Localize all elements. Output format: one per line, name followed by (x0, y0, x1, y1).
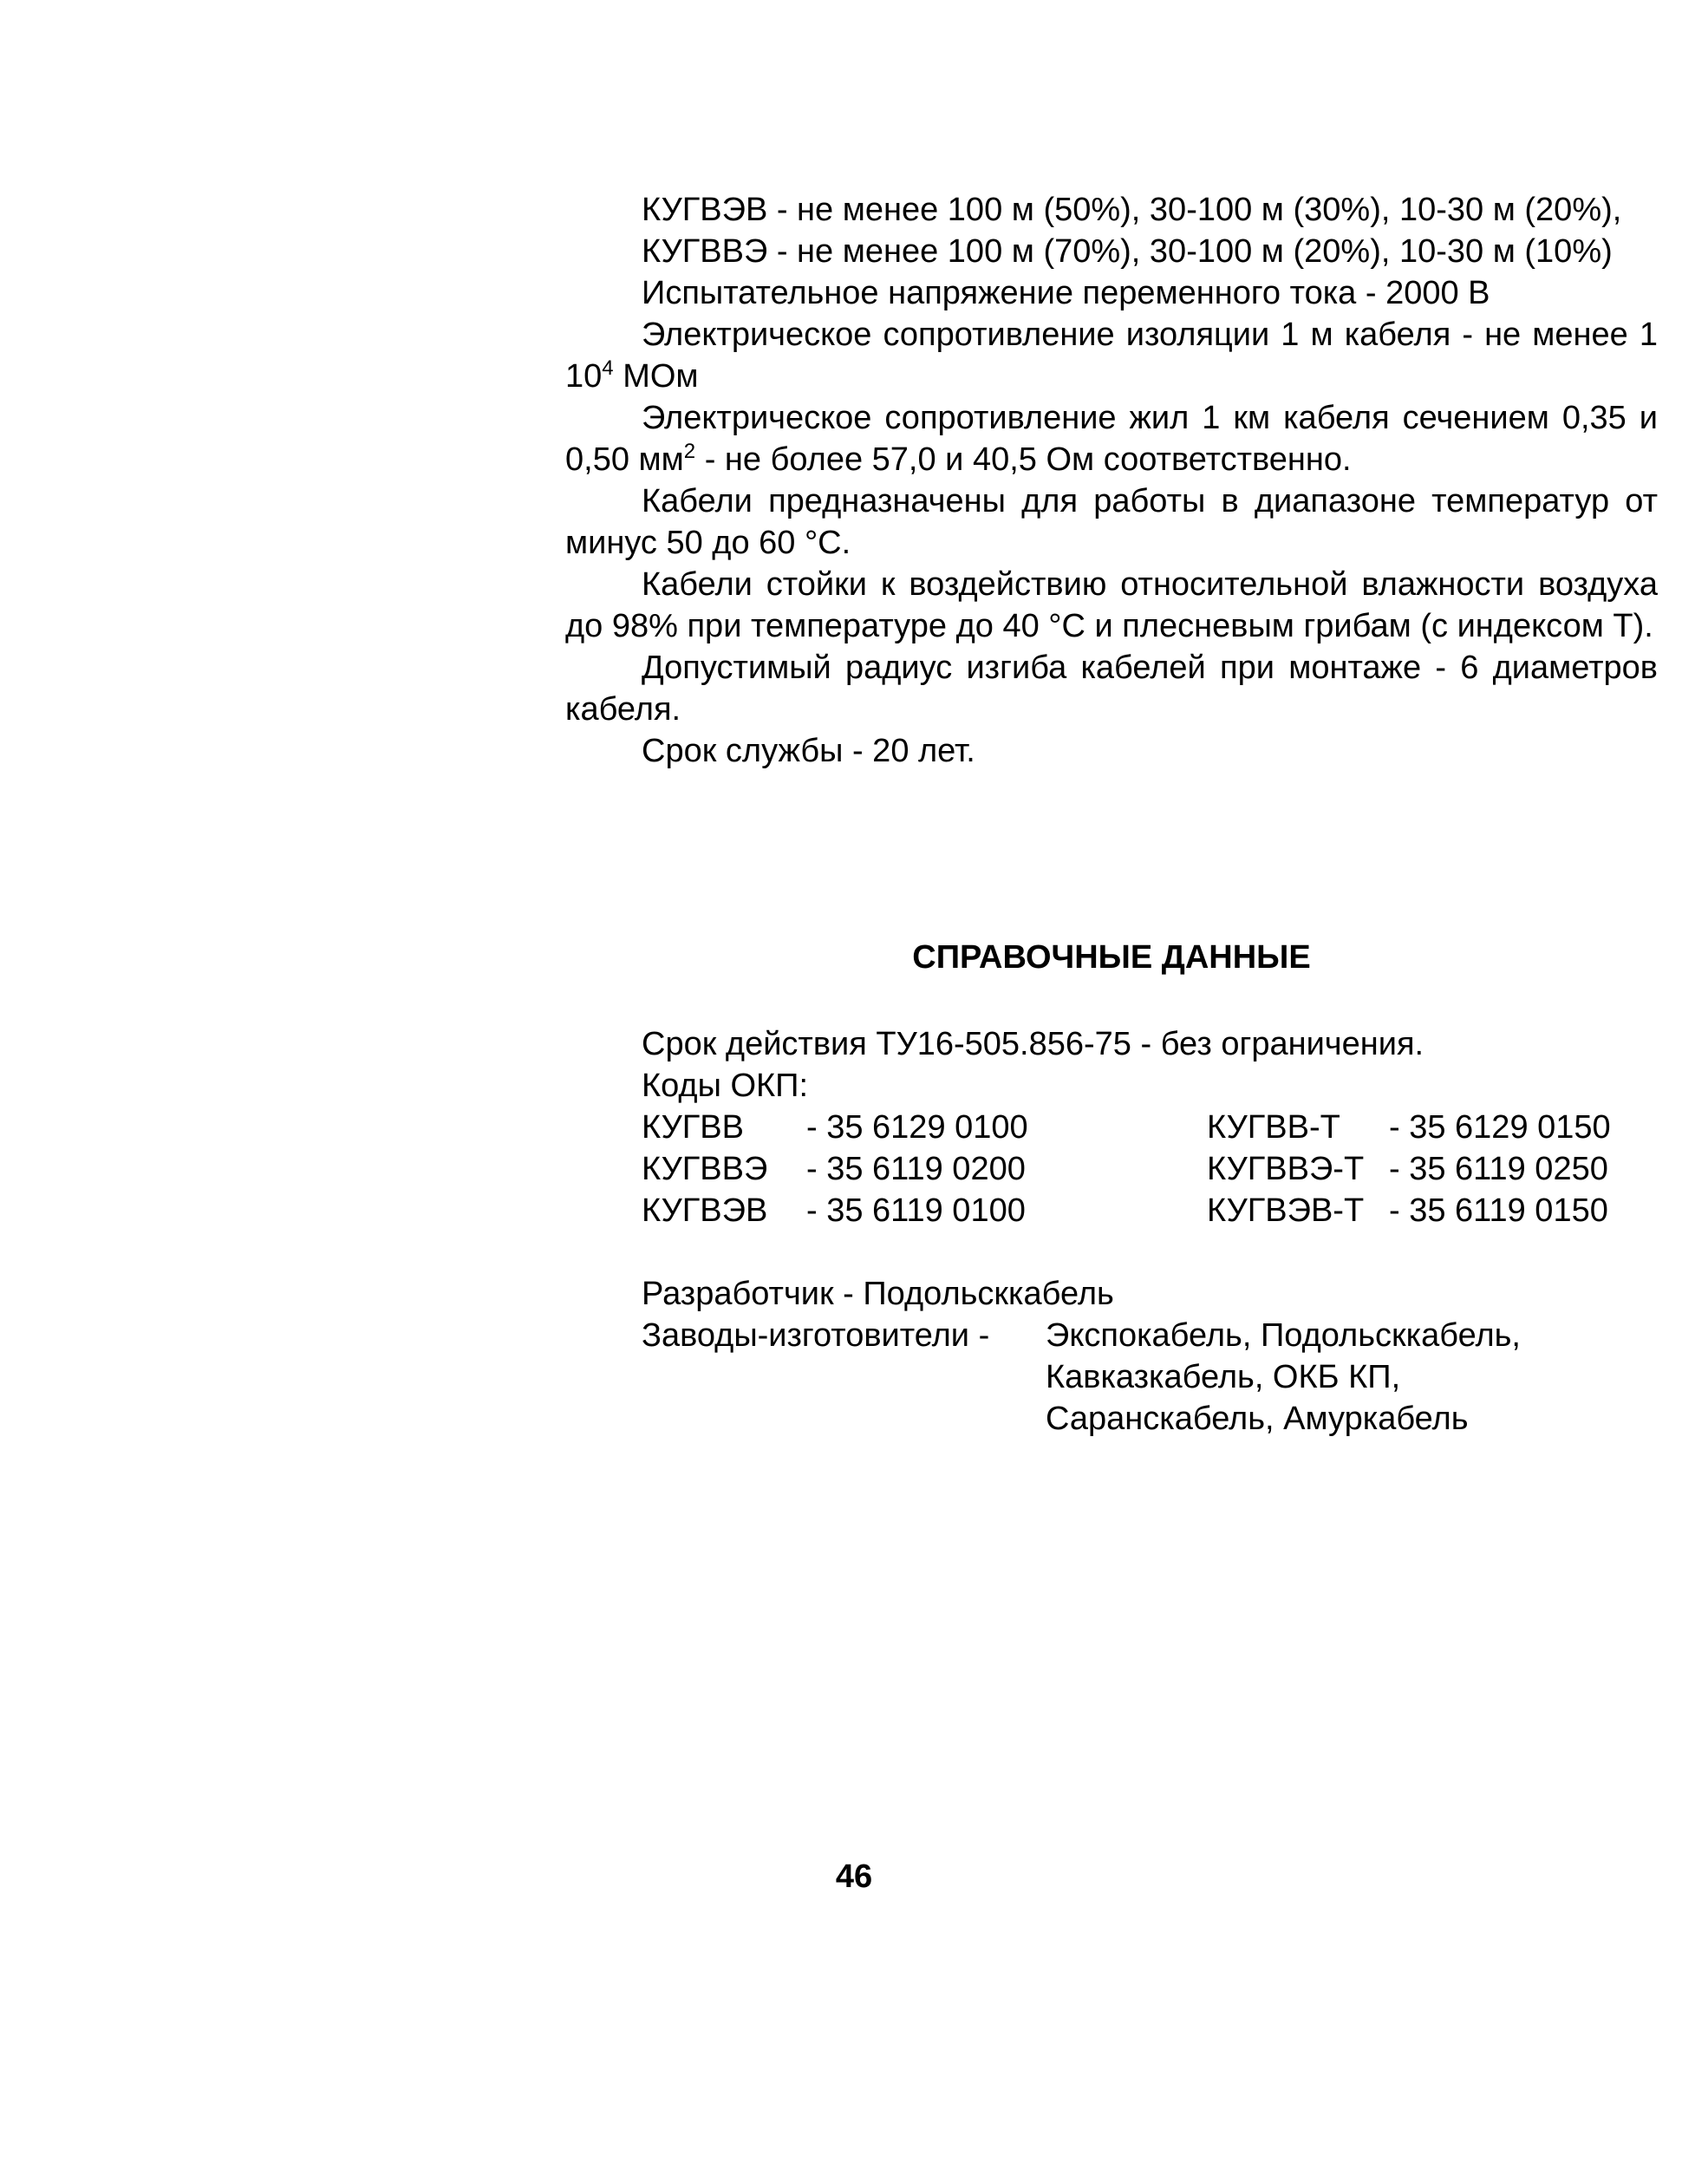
list-item: Экспокабель, Подольсккабель, (1046, 1317, 1521, 1354)
spacer (642, 1231, 1658, 1273)
cable-name: КУГВВ (642, 1109, 744, 1146)
manufacturers-label: Заводы-изготовители - (642, 1317, 990, 1354)
paragraph-length-kugvev: КУГВЭВ - не менее 100 м (50%), 30-100 м (30%), 10-30 м (20%), (642, 192, 1622, 228)
paragraph-bend-radius: Допустимый радиус изгиба кабелей при монтаже - 6 диаметров кабеля. (565, 650, 1658, 728)
list-item: Саранскабель, Амуркабель (1046, 1401, 1469, 1437)
cable-name: КУГВВЭ (642, 1151, 768, 1187)
validity-line: Срок действия ТУ16-505.856-75 - без ограничения. (642, 1026, 1424, 1062)
okp-title: Коды ОКП: (642, 1068, 809, 1104)
table-row (642, 1107, 1611, 1148)
okp-code: - 35 6129 0100 (806, 1109, 1028, 1146)
paragraph-length-kugvve: КУГВВЭ - не менее 100 м (70%), 30-100 м (20%), 10-30 м (10%) (642, 233, 1613, 270)
table-row (642, 1190, 1611, 1231)
paragraph-humidity: Кабели стойки к воздействию относительной влажности воздуха до 98% при температуре до 40 °С и плесневым грибам (с индексом Т). (565, 566, 1658, 644)
okp-code: - 35 6129 0150 (1389, 1109, 1611, 1146)
list-item: Кавказкабель, ОКБ КП, (1046, 1359, 1401, 1395)
okp-code: - 35 6119 0250 (1389, 1151, 1608, 1187)
exponent: 2 (683, 440, 696, 463)
cable-name: КУГВВЭ-Т (1207, 1151, 1365, 1187)
reference-data (642, 1023, 1658, 1440)
okp-codes-table (642, 1107, 1611, 1231)
exponent: 4 (602, 356, 614, 380)
section-heading: СПРАВОЧНЫЕ ДАННЫЕ (912, 939, 1311, 976)
paragraph-conductor-resistance: Электрическое сопротивление жил 1 км кабеля сечением 0,35 и 0,50 $мм^2$ - не более 57,0 и 40,5 Ом соответственно. (565, 400, 1658, 478)
paragraph-temperature-range: Кабели предназначены для работы в диапазоне температур от минус 50 до 60 °С. (565, 483, 1658, 561)
cable-name: КУГВЭВ (642, 1192, 768, 1229)
okp-code: - 35 6119 0100 (806, 1192, 1026, 1229)
manufacturers (642, 1315, 1658, 1440)
table-row (642, 1148, 1611, 1190)
okp-code: - 35 6119 0200 (806, 1151, 1026, 1187)
cable-name: КУГВВ-Т (1207, 1109, 1340, 1146)
cable-name: КУГВЭВ-Т (1207, 1192, 1365, 1229)
body-text (565, 189, 1658, 772)
paragraph-test-voltage: Испытательное напряжение переменного тока - 2000 В (642, 275, 1490, 311)
developer-line: Разработчик - Подольсккабель (642, 1276, 1114, 1312)
paragraph-insulation-resistance: Электрическое сопротивление изоляции 1 м кабеля - не менее 1 $10^4$ МОм (565, 317, 1658, 395)
manufacturers-list (1046, 1315, 1521, 1440)
okp-code: - 35 6119 0150 (1389, 1192, 1608, 1229)
page-number: 46 (835, 1858, 873, 1895)
paragraph-service-life: Срок службы - 20 лет. (642, 733, 975, 769)
